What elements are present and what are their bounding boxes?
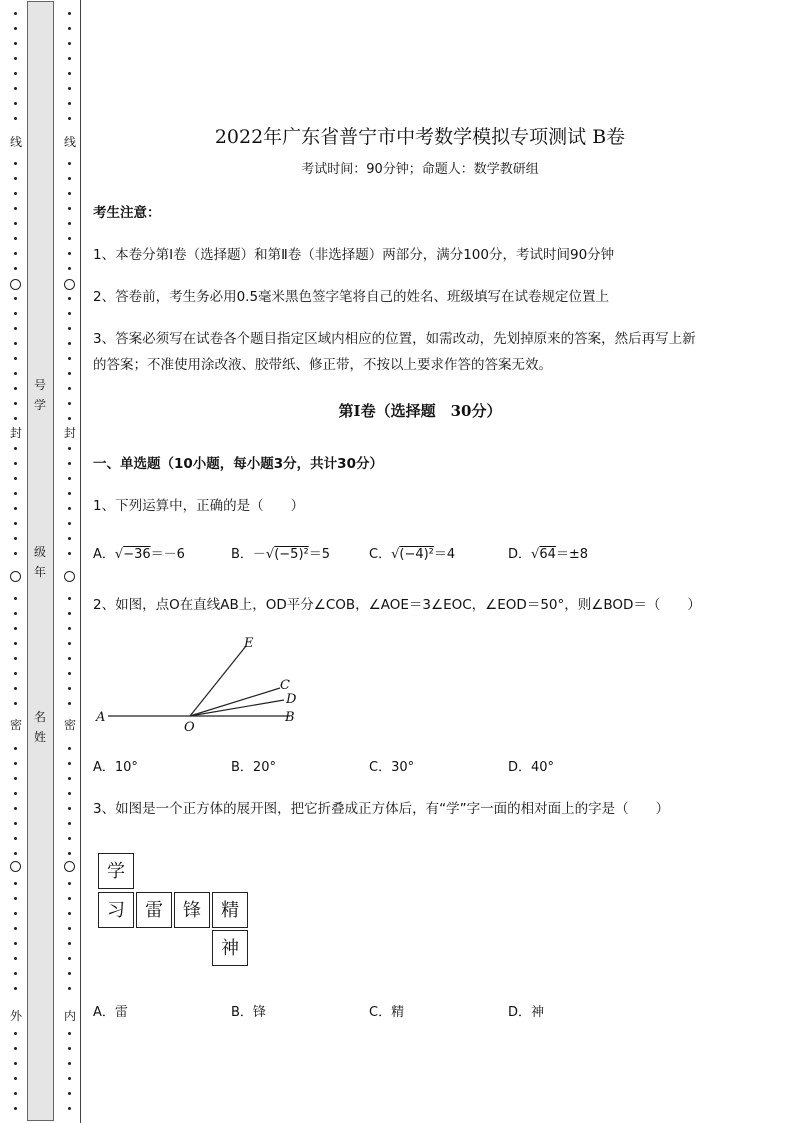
seal-dot [14,297,17,300]
seal-dot [14,897,17,900]
seal-dot [14,357,17,360]
seal-dot [14,177,17,180]
seal-char-inner-line: 线 [63,135,76,149]
seal-dot [68,252,71,255]
seal-char-outer-seal: 封 [9,426,22,440]
cube-face-1: 习 [98,892,134,928]
cube-face-2: 雷 [136,892,172,928]
q3-option-c: C．精 [369,1005,405,1020]
seal-dot [14,627,17,630]
seal-dot [68,642,71,645]
seal-dot [68,72,71,75]
seal-dot [14,42,17,45]
seal-dot [14,1092,17,1095]
seal-dot [68,957,71,960]
q2-option-d: D．40° [508,760,555,775]
seal-dot [14,1062,17,1065]
seal-dot [68,447,71,450]
name-char-2: 姓 [33,730,46,744]
seal-dot [68,1077,71,1080]
q3-stem: 3、如图是一个正方体的展开图，把它折叠成正方体后，有“学”字一面的相对面上的字是（ ） [93,801,670,817]
seal-dot [68,42,71,45]
seal-ring-icon [64,279,75,290]
seal-dot [14,852,17,855]
notice-item-1: 1、本卷分第I卷（选择题）和第Ⅱ卷（非选择题）两部分，满分100分，考试时间90分钟 [93,247,615,263]
seal-dot [14,477,17,480]
q1-option-d-label: D． [508,547,532,562]
exam-subtitle: 考试时间：90分钟；命题人：数学教研组 [301,162,539,177]
seal-dot [14,882,17,885]
seal-dot [68,702,71,705]
seal-dot [14,72,17,75]
seal-dot [14,207,17,210]
q1-option-b-radicand: (−5)² [274,547,309,562]
q2-option-c: C．30° [369,760,415,775]
seal-dot [14,447,17,450]
seal-dot [14,1047,17,1050]
margin-divider [80,0,81,1123]
seal-dot [68,912,71,915]
seal-dot [14,57,17,60]
point-d-label: D [286,692,297,707]
seal-dot [14,192,17,195]
grade-char-1: 级 [33,545,46,559]
seal-dot [68,1062,71,1065]
seal-dot [68,792,71,795]
point-a-label: A [96,710,106,725]
q1-option-c [369,543,455,562]
q3-option-a: A．雷 [93,1005,128,1020]
seal-dot [68,1032,71,1035]
q1-option-c-label: C． [369,547,392,562]
seal-dot [14,117,17,120]
seal-dot [14,957,17,960]
seal-dot [68,657,71,660]
seal-dot [14,27,17,30]
q2-stem: 2、如图，点O在直线AB上，OD平分∠COB，∠AOE＝3∠EOC，∠EOD＝50°，则∠BOD＝（ ） [93,597,701,613]
seal-dot [68,177,71,180]
seal-dot [68,357,71,360]
outer-seal-line [10,0,22,1123]
seal-dot [68,672,71,675]
seal-dot [68,987,71,990]
seal-ring-icon [64,861,75,872]
seal-dot [14,162,17,165]
seal-dot [14,942,17,945]
seal-dot [68,57,71,60]
q1-option-d [508,543,588,562]
seal-dot [68,27,71,30]
point-c-label: C [280,678,290,693]
q3-option-d: D．神 [508,1005,545,1020]
ray-od [190,700,284,716]
seal-dot [14,537,17,540]
seal-dot [14,552,17,555]
seal-char-inner: 内 [63,1009,76,1023]
seal-dot [14,12,17,15]
seal-dot [14,777,17,780]
q3-option-b: B．锋 [231,1005,266,1020]
q1-option-c-result: ＝4 [433,547,456,562]
seal-dot [68,192,71,195]
seal-dot [68,417,71,420]
seal-dot [68,597,71,600]
seal-dot [14,642,17,645]
notice-item-3-line-2: 的答案；不准使用涂改液、胶带纸、修正带，不按以上要求作答的答案无效。 [93,357,552,373]
seal-dot [14,522,17,525]
section-title: 第I卷（选择题 30分） [338,402,502,420]
seal-dot [68,1092,71,1095]
ray-oc [190,688,280,716]
seal-dot [68,627,71,630]
seal-dot [14,687,17,690]
seal-dot [68,687,71,690]
seal-dot [14,747,17,750]
seal-dot [14,972,17,975]
q1-option-c-radicand: (−4)² [399,547,434,562]
seal-dot [68,972,71,975]
student-id-char-1: 号 [33,378,46,392]
q1-option-b-label: B．－ [231,547,266,562]
seal-dot [68,237,71,240]
seal-ring-icon [10,861,21,872]
radical-icon: √ [265,547,275,562]
point-o-label: O [184,720,195,735]
seal-char-outer-secret: 密 [9,718,22,732]
q1-option-a-radicand: −36 [123,547,151,562]
seal-dot [14,387,17,390]
notice-item-3-line-1: 3、答案必须写在试卷各个题目指定区域内相应的位置，如需改动，先划掉原来的答案，然后再写上新 [93,331,696,347]
seal-dot [14,312,17,315]
cube-face-top: 学 [98,853,134,889]
seal-dot [68,297,71,300]
seal-dot [14,822,17,825]
seal-dot [68,102,71,105]
ray-oe [190,646,246,716]
seal-dot [68,117,71,120]
seal-dot [14,462,17,465]
seal-char-inner-seal: 封 [63,426,76,440]
seal-dot [68,552,71,555]
seal-dot [14,327,17,330]
seal-dot [68,927,71,930]
binding-strip [27,1,54,1121]
seal-dot [14,807,17,810]
q1-option-b-result: ＝5 [308,547,331,562]
seal-dot [68,612,71,615]
seal-char-outer: 外 [9,1009,22,1023]
notice-heading: 考生注意： [93,205,161,221]
q1-option-a [93,543,185,562]
seal-dot [68,522,71,525]
radical-icon: √ [531,547,540,562]
inner-seal-line [64,0,76,1123]
seal-char-outer-line: 线 [9,135,22,149]
seal-dot [68,327,71,330]
seal-dot [68,747,71,750]
seal-dot [14,1077,17,1080]
seal-dot [14,597,17,600]
seal-dot [68,462,71,465]
q1-option-d-result: ＝±8 [555,547,589,562]
radical-icon: √ [391,547,400,562]
seal-dot [68,897,71,900]
seal-dot [68,1107,71,1110]
seal-dot [68,762,71,765]
seal-dot [14,492,17,495]
seal-dot [14,267,17,270]
seal-dot [14,102,17,105]
seal-dot [68,162,71,165]
name-char-1: 名 [33,710,46,724]
seal-dot [14,672,17,675]
seal-dot [68,492,71,495]
q1-stem: 1、下列运算中，正确的是（ ） [93,498,305,514]
q1-option-a-result: ＝－6 [150,547,185,562]
seal-dot [14,1032,17,1035]
seal-dot [14,927,17,930]
q2-option-b: B．20° [231,760,276,775]
exam-title: 2022年广东省普宁市中考数学模拟专项测试 B卷 [214,126,626,148]
seal-dot [68,837,71,840]
seal-dot [14,762,17,765]
q1-option-d-radicand: 64 [539,547,556,562]
seal-dot [68,882,71,885]
seal-ring-icon [10,571,21,582]
point-b-label: B [285,710,295,725]
seal-dot [14,1107,17,1110]
part-heading: 一、单选题（10小题，每小题3分，共计30分） [93,456,383,472]
seal-dot [68,507,71,510]
seal-char-inner-secret: 密 [63,718,76,732]
seal-dot [68,402,71,405]
seal-dot [14,792,17,795]
seal-dot [68,12,71,15]
seal-dot [14,657,17,660]
q2-angle-figure [90,628,320,738]
seal-dot [68,87,71,90]
seal-dot [68,537,71,540]
seal-dot [68,387,71,390]
seal-dot [14,252,17,255]
seal-dot [14,987,17,990]
seal-dot [14,372,17,375]
seal-dot [14,222,17,225]
seal-dot [14,342,17,345]
cube-face-bottom: 神 [212,930,248,966]
seal-dot [68,777,71,780]
seal-ring-icon [64,571,75,582]
seal-dot [68,1047,71,1050]
seal-dot [68,852,71,855]
point-e-label: E [244,636,254,651]
seal-dot [68,312,71,315]
seal-dot [68,207,71,210]
cube-face-4: 精 [212,892,248,928]
seal-dot [68,942,71,945]
seal-dot [14,237,17,240]
seal-dot [68,477,71,480]
seal-dot [14,87,17,90]
q1-option-b [231,543,330,562]
seal-dot [68,267,71,270]
seal-dot [14,417,17,420]
cube-face-3: 锋 [174,892,210,928]
seal-dot [14,402,17,405]
seal-dot [14,837,17,840]
seal-ring-icon [10,279,21,290]
q1-option-a-label: A． [93,547,115,562]
radical-icon: √ [114,547,124,562]
seal-dot [68,372,71,375]
seal-dot [14,612,17,615]
q2-option-a: A．10° [93,760,138,775]
grade-char-2: 年 [33,565,46,579]
notice-item-2: 2、答卷前，考生务必用0.5毫米黑色签字笔将自己的姓名、班级填写在试卷规定位置上 [93,289,610,305]
seal-dot [14,912,17,915]
seal-dot [68,222,71,225]
seal-dot [14,507,17,510]
seal-dot [68,807,71,810]
seal-dot [14,702,17,705]
seal-dot [68,822,71,825]
seal-dot [68,342,71,345]
student-id-char-2: 学 [33,398,46,412]
